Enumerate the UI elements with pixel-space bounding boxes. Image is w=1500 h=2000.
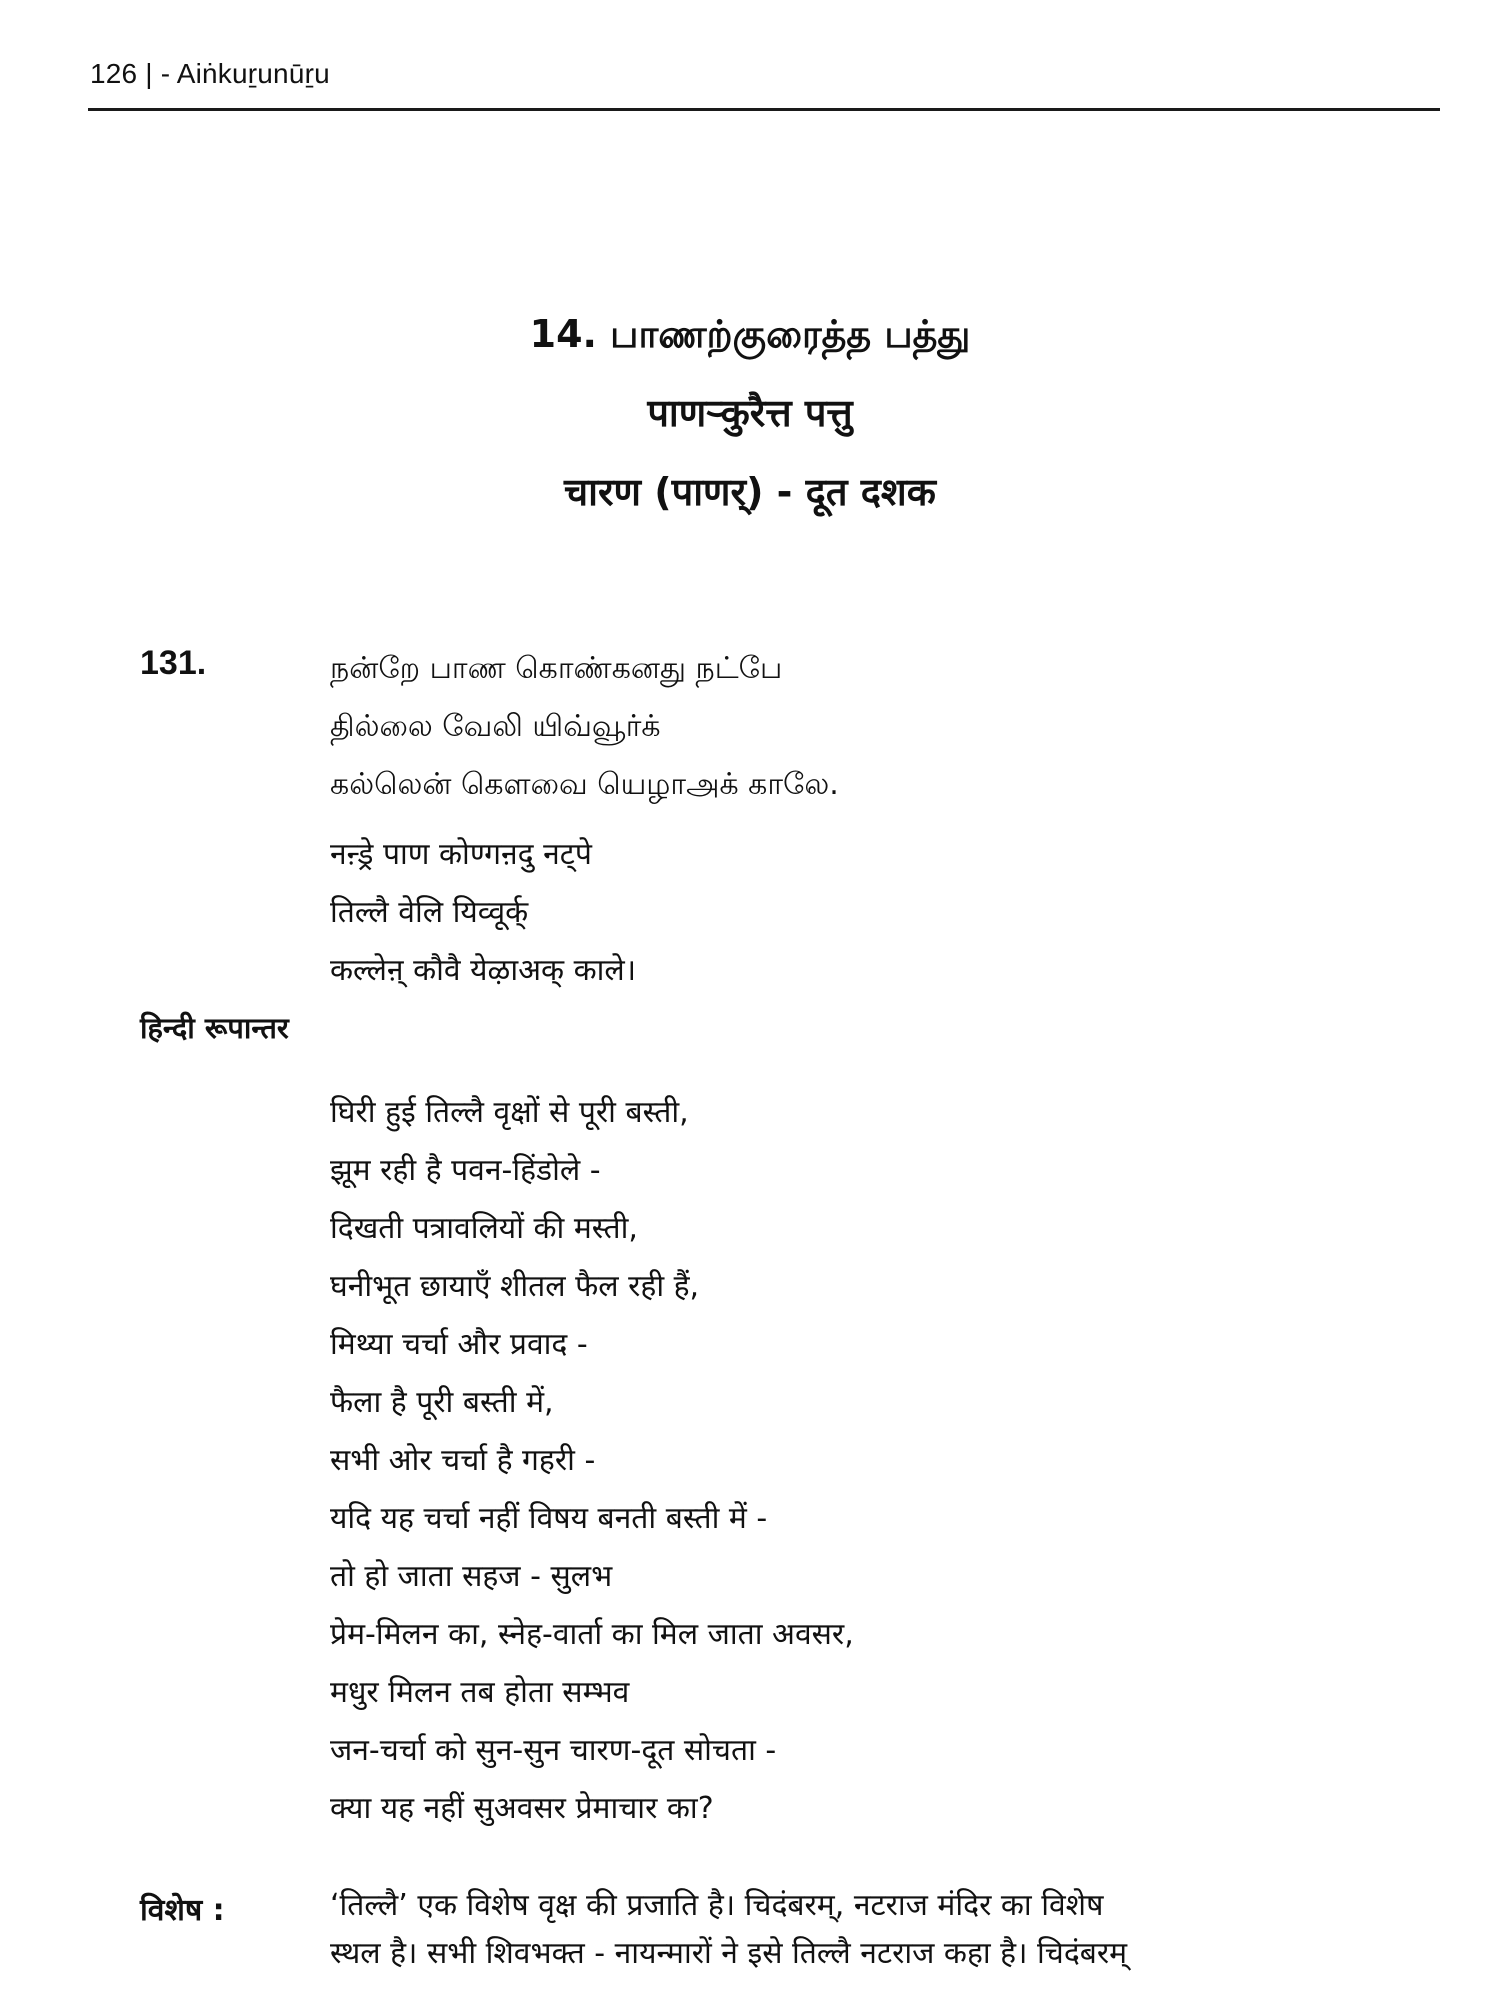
transliteration-line: कल्लेऩ् कौवै येऴाअक् काले। (330, 953, 637, 988)
poem-line: फैला है पूरी बस्ती में, (330, 1385, 554, 1420)
poem-line: घनीभूत छायाएँ शीतल फैल रही हैं, (330, 1269, 700, 1304)
tamil-verse (330, 640, 839, 814)
title-tamil: 14. பாணற்குரைத்த பத்து (529, 312, 971, 356)
header-rule (88, 108, 1440, 111)
note-line: स्थल है। सभी शिवभक्त - नायन्मारों ने इसे तिल्लै नटराज कहा है। चिदंबरम् (330, 1936, 1128, 1971)
title-hindi: चारण (पाणर्) - दूत दशक (564, 470, 936, 514)
hindi-section-heading: हिन्दी रूपान्तर (140, 1011, 289, 1045)
poem-line: मिथ्या चर्चा और प्रवाद - (330, 1327, 588, 1362)
transliteration-line: तिल्लै वेलि यिव्वूर्क् (330, 895, 529, 930)
note-line: ‘तिल्लै’ एक विशेष वृक्ष की प्रजाति है। चिदंबरम्, नटराज मंदिर का विशेष (330, 1888, 1104, 1923)
verse-number: 131. (140, 644, 207, 682)
tamil-line: நன்றே பாண கொண்கனது நட்பே (330, 651, 783, 686)
poem-line: जन-चर्चा को सुन-सुन चारण-दूत सोचता - (330, 1733, 777, 1768)
hindi-poem (330, 1084, 854, 1838)
tamil-line: தில்லை வேலி யிவ்வூர்க் (330, 709, 661, 744)
poem-line: घिरी हुई तिल्लै वृक्षों से पूरी बस्ती, (330, 1095, 689, 1130)
poem-line: झूम रही है पवन-हिंडोले - (330, 1153, 601, 1188)
note-text (330, 1882, 1410, 1978)
devanagari-transliteration (330, 826, 636, 1000)
poem-line: सभी ओर चर्चा है गहरी - (330, 1443, 596, 1478)
poem-line: दिखती पत्रावलियों की मस्ती, (330, 1211, 638, 1246)
transliteration-line: नऩ्ड्रे पाण कोण्गऩदु नट्पे (330, 837, 592, 872)
poem-line: यदि यह चर्चा नहीं विषय बनती बस्ती में - (330, 1501, 768, 1536)
title-transliteration: पाणऱ्कुरैत्त पत्तु (647, 391, 853, 435)
note-label: विशेष : (140, 1893, 225, 1928)
poem-line: मधुर मिलन तब होता सम्भव (330, 1675, 630, 1710)
poem-line: प्रेम-मिलन का, स्नेह-वार्ता का मिल जाता अवसर, (330, 1617, 854, 1652)
poem-line: तो हो जाता सहज - सुलभ (330, 1559, 613, 1594)
running-head: 126 | - Aiṅkuṟunūṟu (90, 58, 330, 89)
poem-line: क्या यह नहीं सुअवसर प्रेमाचार का? (330, 1791, 714, 1826)
tamil-line: கல்லென் கௌவை யெழாஅக் காலே. (330, 767, 839, 802)
